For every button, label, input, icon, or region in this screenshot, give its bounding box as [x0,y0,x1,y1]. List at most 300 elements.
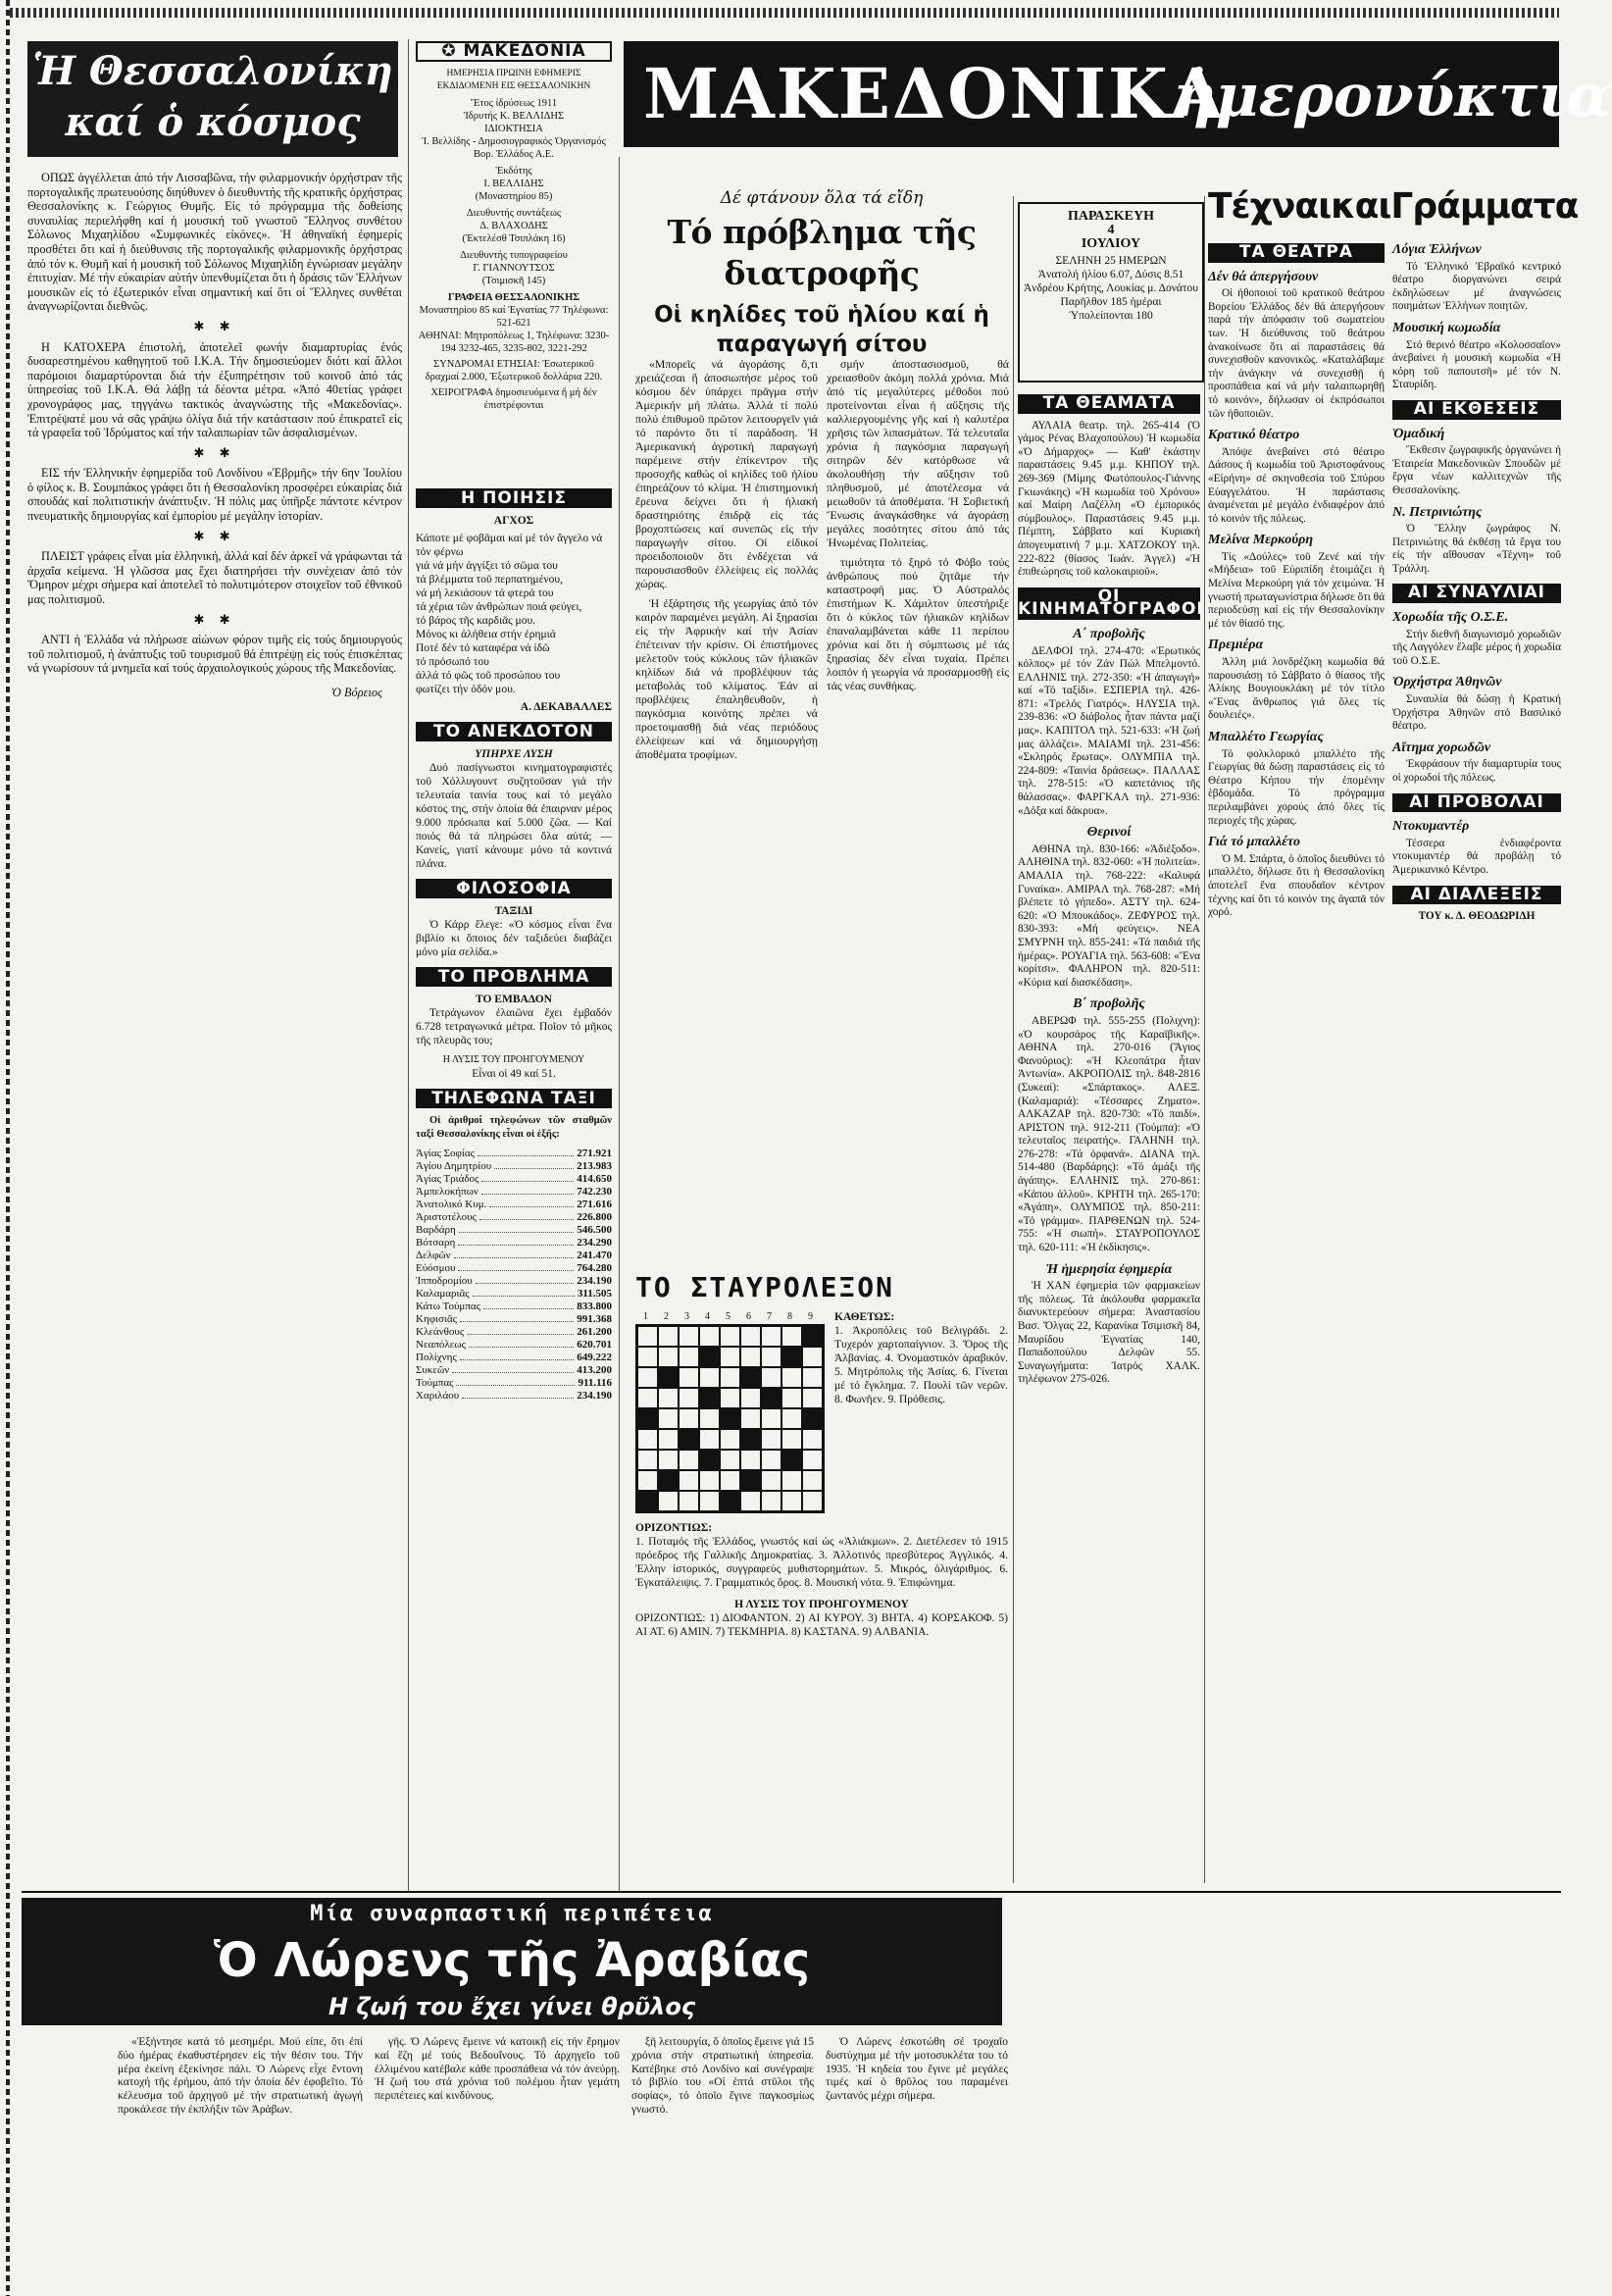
crossword-cell[interactable] [802,1367,823,1388]
dot-leader [481,1186,574,1195]
crossword-solution: ΟΡΙΖΟΝΤΙΩΣ: 1) ΔΙΟΦΑΝΤΟΝ. 2) ΑΙ ΚΥΡΟΥ. 3) ΒΗΤΑ. 4) ΚΟΡΣΑΚΟΦ. 5) ΑΙ ΑΤ. 6) ΑΜΙΝ. 7) ΤΕΚΜΗΡΙΑ. 8) ΚΑΣΤΑΝΑ. 9) ΑΛΒΑΝΙΑ. [635,1612,1008,1638]
poem-verse: ἀλλά τό φῶς τοῦ προσώπου του [416,670,561,682]
taxi-phone: 546.500 [577,1224,612,1236]
arts-projections-section: ΑΙ ΠΡΟΒΟΛΑΙ [1392,793,1561,813]
cinemas-first-text: ΔΕΛΦΟΙ τηλ. 274-470: «Ἐρωτικός κόλπος» μέ τόν Ζάν Πώλ Μπελμοντό. ΕΛΛΗΝΙΣ τηλ. 272-350: «Ἡ ἀπαγωγή» καί «Τό ταξίδι». ΕΣΠΕΡΙΑ τηλ. 426-871: «Τρελός Γιατρός». ΗΛΥΣΙΑ τηλ. 239-836: «Ὁ διάβολος ἦταν πάντα μαζί μας». ΚΑΠΙΤΟΛ τηλ. 521-633: «Ἡ ζωή μας ἀλλάζει». ΜΑΙΑΜΙ τηλ. 231-456: «Σκληρός ἔρωτας». ΟΛΥΜΠΙΑ τηλ. 224-809: «Ταινία δράσεως». ΠΑΛΛΑΣ τηλ. 278-515: «Ὁ καπετάνιος τῆς θάλασσας». ΦΑΡΓΚΑΛ τηλ. 271-936: «Δόξα καί δάκρυα». [1018,644,1200,817]
taxi-station: Συκεῶν [416,1364,450,1376]
arts-lectures-section: ΑΙ ΔΙΑΛΕΞΕΙΣ [1392,886,1561,905]
taxi-phone: 311.505 [577,1288,612,1300]
crossword-cell[interactable] [761,1470,781,1491]
crossword-cell[interactable] [720,1470,740,1491]
imprint-print: Γ. ΓΙΑΝΝΟΥΤΣΟΣ [473,263,555,274]
crossword-cell[interactable] [637,1429,658,1450]
taxi-row [416,1173,612,1186]
crossword-cell[interactable] [740,1491,761,1511]
imprint-publisher-label: Ἐκδότης [495,166,532,177]
dot-leader [452,1364,574,1373]
date-sun: Ἀνατολή ἡλίου 6.07, Δύσις 8.51 [1037,269,1184,281]
dot-leader [469,1339,574,1348]
arts-subhead: Κρατικό θέατρο [1208,428,1300,443]
imprint-print-addr: (Τσιμισκῆ 145) [481,276,546,286]
taxi-row [416,1211,612,1224]
cinemas-summer: Θερινοί [1086,825,1132,841]
dot-leader [454,1250,575,1258]
dot-leader [467,1326,574,1335]
taxi-section-header: ΤΗΛΕΦΩΝΑ ΤΑΞΙ [416,1089,612,1108]
arts-subhead: Αἴτημα χορωδῶν [1392,740,1491,755]
poem-verses [416,532,612,714]
taxi-phone: 234.290 [577,1237,612,1249]
lawrence-subtitle: Η ζωή του ἔχει γίνει θρῦλος [327,1993,696,2020]
crossword-across-clues: 1. Ποταμός τῆς Ἑλλάδος, γνωστός καί ὡς «Ἀλιάκμων». 2. Διετέλεσεν τό 1915 πρόεδρος τῆς Γαλλικῆς Δημοκρατίας. 3. Ἀλλοτινός πρεσβύτερος Ἀγγλικός. 4. Ἐλλην ἱστορικός, συγγραφεύς μυθιστορημάτων. 5. Μικρός, ὀλιγάριθμος. 6. Ἐγκατάλειψις. 7. Γραμματικός ὅρος. 8. Μουσική νότα. 9. Ἐπιφώνημα. [635,1536,1008,1589]
imprint-office: Μοναστηρίου 85 καί Ἐγνατίας 77 Τηλέφωνα: 521-621 [419,305,609,329]
crossword-cell[interactable] [637,1470,658,1491]
taxi-station: Ἀνατολικό Κυμ. [416,1199,487,1210]
lawrence-column-3 [631,2036,814,2286]
crossword-cell[interactable] [720,1326,740,1347]
taxi-row [416,1262,612,1275]
imprint-editor-addr: (Ἐκτελέσθ Τσιπλάκη 16) [462,233,566,244]
crossword-cell[interactable] [699,1491,720,1511]
crossword-cell[interactable] [802,1450,823,1470]
poem-verse: φωτίζει τήν ὁδόν μου. [416,684,516,695]
poem-verse: τά βλέμματα τοῦ περπατημένου, [416,574,563,586]
dot-leader [459,1224,574,1233]
separator-stars: ✱ ✱ [193,444,236,460]
problem-answer: Εἶναι οἱ 49 καί 51. [472,1068,556,1080]
crossword-box [635,1271,1008,1879]
crossword-cell [679,1429,699,1450]
crossword-cell[interactable] [679,1367,699,1388]
crossword-cell[interactable] [740,1347,761,1367]
crossword-cell[interactable] [679,1388,699,1408]
taxi-station: Πολίχνης [416,1352,457,1363]
taxi-station: Κάτω Τούμπας [416,1301,480,1312]
dot-leader [473,1288,575,1297]
crossword-cell[interactable] [699,1470,720,1491]
lawrence-column-4 [826,2036,1008,2286]
corner-title-line-1: Ἡ Θεσσαλονίκη [32,48,393,94]
crossword-cell[interactable] [740,1408,761,1429]
crossword-column-numbers [635,1310,825,1324]
thessaloniki-column [27,171,402,1902]
taxi-station: Κηφισιᾶς [416,1313,458,1325]
main-article-head [635,188,1008,357]
problem-answer-label: Η ΛΥΣΙΣ ΤΟΥ ΠΡΟΗΓΟΥΜΕΝΟΥ [442,1054,585,1065]
problem-section-header: ΤΟ ΠΡΟΒΛΗΜΑ [416,967,612,987]
taxi-station: Ἀγίας Σοφίας [416,1148,475,1159]
crossword-cell[interactable] [802,1347,823,1367]
taxi-row [416,1377,612,1390]
lawrence-text: ξῆ λειτουργία, ὅ ὁποῖος ἔμεινε γιά 15 χρόνια στήν στρατιωτική ὑπηρεσία. Κατέβηκε στό Λονδίνο καί συνέγραψε τό βιβλίο του «Οἱ ἑπτά στῦλοι τῆς σοφίας», τό ὁποῖο ἔγινε παγκοσμίως γνωστό. [631,2036,814,2116]
crossword-cell[interactable] [679,1408,699,1429]
crossword-cell [720,1408,740,1429]
dot-leader [476,1275,574,1284]
poem-verse: νά μή λεκιάσουν τά φτερά του [416,587,554,599]
taxi-row [416,1160,612,1173]
dot-leader [494,1160,574,1169]
masthead-title-2: ἡμερονύκτια [1173,62,1612,130]
arts-text: Ἐκφράσουν τήν διαμαρτυρία τους οἱ χορωδοί τῆς πόλεως. [1392,758,1561,784]
crossword-column-number: 2 [664,1311,669,1322]
crossword-column-number: 4 [705,1311,710,1322]
crossword-cell[interactable] [658,1347,679,1367]
arts-column-2 [1392,235,1561,1883]
lawrence-text: Ὁ Λώρενς ἐσκοτώθη σέ τροχαῖο δυστύχημα μέ τήν μοτοσυκλέτα του τό 1935. Ἡ κηδεία του ἔγινε μέ μεγάλες τιμές καί ὁ θρῦλος του παραμένει ζωντανός μέχρι σήμερα. [826,2036,1008,2103]
crossword-down-clues: 1. Ἀκροπόλεις τοῦ Βελιγράδι. 2. Τυχερόν χαρτοπαίγνιον. 3. Ὅρος τῆς Ἀλβανίας. 4. Ὀνομαστικόν ἀραβικόν. 5. Μητρόπολις τῆς Ἀσίας. 6. Γίνεται μέ τό ἔγκλημα. 7. Πουλί τῶν νερῶν. 8. Φωνῆεν. 9. Πρόθεσις. [834,1325,1008,1405]
arts-subhead: Δέν θά ἀπεργήσουν [1208,269,1319,284]
taxi-phone: 234.190 [577,1390,612,1402]
dot-leader [479,1211,574,1220]
dot-leader [462,1390,574,1399]
arts-concerts-section: ΑΙ ΣΥΝΑΥΛΙΑΙ [1392,584,1561,603]
dot-leader [481,1173,574,1182]
crossword-cell [740,1429,761,1450]
arts-subhead: Λόγια Ἑλλήνων [1392,242,1482,257]
crossword-cell[interactable] [720,1347,740,1367]
crossword-cell[interactable] [679,1347,699,1367]
cinemas-second-text: ΑΒΕΡΩΦ τηλ. 555-255 (Πολιχνη): «Ὁ κουρσάρος τῆς Καραϊβικῆς». ΑΘΗΝΑ τηλ. 270-016 (Ἅγιος Φανούριος): «Ἡ Κλεοπάτρα ἦταν Ἀντωνία». ΑΚΡΟΠΟΛΙΣ τηλ. 848-2816 (Συκεαί): «Σπάρτακος». ΑΛΕΞ. (Καλαμαριά): «Τέσσαρες Ζηματο». ΑΛΚΑΖΑΡ τηλ. 820-730: «Τό παιδί». ΑΡΙΣΤΟΝ τηλ. 912-211 (Τούμπα): «Ὁ τελευταῖος πειρατής». ΓΑΛΗΝΗ τηλ. 276-278: «Τά ὀρφανά». ΔΙΑΝΑ τηλ. 514-480 (Βαρδάρης): «Τό ἀμάξι τῆς ἀγάπης». ΕΛΛΗΝΙΣ τηλ. 270-861: «Κάπου ἀλλοῦ». ΚΡΗΤΗ τηλ. 265-170: «Ἀγάπη». ΟΛΥΜΠΟΣ τηλ. 850-211: «Τό γράμμα». ΠΑΡΘΕΝΩΝ τηλ. 524-755: «Ἡ σιωπή». ΣΤΑΥΡΟΠΟΥΛΟΣ τηλ. 620-111: «Ἡ ἐκδίκησις». [1018,1014,1200,1254]
article-column-2 [827,357,1009,1259]
taxi-phone: 620.701 [577,1339,612,1351]
date-moon: ΣΕΛΗΝΗ 25 ΗΜΕΡΩΝ [1055,255,1167,267]
pharmacies-header: Ἡ ἡμερησία ἐφημερία [1045,1261,1173,1277]
taxi-phone: 213.983 [577,1160,612,1172]
crossword-cell[interactable] [761,1491,781,1511]
lawrence-title: Ὁ Λώρενς τῆς Ἀραβίας [213,1933,811,1988]
arts-text: Τό Ἑλληνικό Ἑβραϊκό κεντρικό θέατρο διοργανώνει σειρά ἐκδηλώσεων μέ ἀναγνώσεις ποιημάτων Ἑλλήνων ποιητῶν. [1392,260,1561,313]
crossword-cell [781,1347,802,1367]
arts-subhead: Ὁμαδική [1392,426,1445,441]
lawrence-column-1 [118,2036,363,2286]
crossword-cell[interactable] [679,1470,699,1491]
logo [416,41,612,62]
crossword-cell[interactable] [637,1388,658,1408]
arts-subhead: Μπαλλέτο Γεωργίας [1208,730,1324,744]
cinemas-first-run: Α΄ προβολῆς [1073,626,1145,641]
arts-text: Τίς «Δούλες» τοῦ Ζενέ καί τήν «Μήδεια» τοῦ Εὐριπίδη ἑτοιμάζει ἡ Μελίνα Μερκούρη γιά τόν χειμώνα. Ἡ γνωστή πρωταγωνίστρια δήλωσε ὅτι θά περιοδεύσῃ καί εἰς τήν Θεσσαλονίκην μέ τόν θίασό της. [1208,550,1385,630]
taxi-station: Δελφῶν [416,1250,451,1261]
crossword-cell[interactable] [720,1367,740,1388]
cinemas-section-header: ΟΙ ΚΙΝΗΜΑΤΟΓΡΑΦΟΙ [1018,586,1204,620]
masthead-box [624,41,1612,147]
crossword-column-number: 8 [787,1311,792,1322]
column-rule [619,157,620,1893]
middle-left-column [416,481,612,1834]
arts-text: Ὁ Μ. Σπάρτα, ὁ ὁποῖος διευθύνει τό μπαλλέτο, δήλωσε ὅτι ἡ Θεσσαλονίκη ἀποτελεῖ ἕνα σπουδαῖον κέντρον τέχνης καί ὅτι τό κοινόν της ἀγαπᾶ τόν χορό. [1208,852,1385,919]
arts-subhead: Ὀρχήστρα Ἀθηνῶν [1392,675,1502,690]
crossword-cell[interactable] [761,1450,781,1470]
taxi-phone: 414.650 [577,1173,612,1185]
taxi-phone: 649.222 [577,1352,612,1363]
column-rule [408,39,409,1893]
taxi-row [416,1301,612,1313]
taxi-phone: 261.200 [577,1326,612,1338]
crossword-title: ΤΟ ΣΤΑΥΡΟΛΕΞΟΝ [635,1271,895,1303]
arts-subhead: Πρεμιέρα [1208,638,1264,653]
taxi-phone: 833.800 [577,1301,612,1312]
taxi-station: Τούμπας [416,1377,454,1389]
poem-verse: τό πρόσωπό του [416,656,489,668]
crossword-cell [781,1450,802,1470]
imprint-athens: ΑΘΗΝΑΙ: Μητροπόλεως 1, Τηλέφωνα: 3230-194 3232-465, 3235-802, 3221-292 [418,331,610,354]
crossword-cell[interactable] [802,1429,823,1450]
dot-leader [460,1313,574,1322]
taxi-row [416,1390,612,1403]
column-rule [1013,196,1014,1883]
cinemas-second-run: Β΄ προβολῆς [1073,996,1145,1012]
imprint-publisher-addr: (Μοναστηρίου 85) [475,191,553,202]
crossword-cell[interactable] [761,1347,781,1367]
arts-subhead: Γιά τό μπαλλέτο [1208,835,1300,850]
corner-title-box [27,41,398,157]
crossword-cell[interactable] [781,1429,802,1450]
crossword-cell[interactable] [637,1367,658,1388]
crossword-column-number: 3 [684,1311,689,1322]
crossword-cell[interactable] [781,1408,802,1429]
crossword-cell[interactable] [781,1470,802,1491]
taxi-table [416,1148,612,1403]
crossword-cell[interactable] [699,1326,720,1347]
imprint-manuscripts: ΧΕΙΡΟΓΡΑΦΑ δημοσιευόμενα ἤ μή δέν ἐπιστρέφονται [430,387,597,411]
poem-verse: Μόνος κι ἀλήθεια στήν ἐρημιά [416,629,556,640]
logo-text: ΜΑΚΕΔΟΝΙΑ [463,41,586,61]
theaters-section-header: ΤΑ ΘΕΑΜΑΤΑ [1018,394,1200,414]
crossword-cell [740,1470,761,1491]
crossword-cell[interactable] [781,1367,802,1388]
crossword-cell[interactable] [740,1388,761,1408]
crossword-down-label: ΚΑΘΕΤΩΣ: [834,1311,895,1323]
poem-verse: τό βάρος τῆς καρδιᾶς μου. [416,615,536,627]
philosophy-title: ΤΑΞΙΔΙ [494,905,533,917]
pharmacies-text: Ἡ ΧΑΝ ἐφημερία τῶν φαρμακείων τῆς πόλεως. Τά ἀκόλουθα φαρμακεῖα διανυκτερεύουν σήμερα: Ἀναστασίου Βασ. Ὄλγας 22, Καρανίκα Τσιμισκῆ 84, Μαυρίδου Ἐγνατίας 140, Παπαδοπούλου Δελφῶν 55. Συναγωγήματα: Ἰατρός ΧΑΛΚ. τηλέφωνον 275-026. [1018,1280,1200,1386]
crossword-cell[interactable] [699,1408,720,1429]
crossword-column-number: 1 [643,1311,648,1322]
crossword-cell[interactable] [802,1388,823,1408]
taxi-row [416,1148,612,1160]
crossword-cell[interactable] [761,1429,781,1450]
taxi-phone: 241.470 [577,1250,612,1261]
crossword-cell[interactable] [781,1326,802,1347]
crossword-cell [658,1367,679,1388]
article-headline: Τό πρόβλημα τῆς διατροφῆς [667,213,977,292]
masthead-title-1: ΜΑΚΕΔΟΝΙΚΑ [643,53,1226,134]
dot-leader [483,1301,574,1309]
crossword-cell[interactable] [658,1388,679,1408]
crossword-cell[interactable] [699,1367,720,1388]
crossword-cell [658,1470,679,1491]
crossword-across-label: ΟΡΙΖΟΝΤΙΩΣ: [635,1522,713,1534]
poem-verse: Κάποτε μέ φοβᾶμαι καί μέ τόν ἄγγελο νά τόν φέρνω [416,533,603,558]
crossword-cell[interactable] [720,1450,740,1470]
crossword-cell[interactable] [637,1326,658,1347]
anecdote-title: ΥΠΗΡΧΕ ΛΥΣΗ [475,748,553,760]
crossword-column-number: 5 [726,1311,730,1322]
philosophy-text: Ὁ Κάρρ ἔλεγε: «Ὁ κόσμος εἶναι ἕνα βιβλίο κι ὅποιος δέν ταξιδεύει διαβάζει μόνο μία σελίδα.» [416,919,612,958]
crossword-cell [761,1388,781,1408]
arts-subhead: Μελίνα Μερκούρη [1208,533,1314,548]
taxi-station: Ἀμπελοκήπων [416,1186,479,1198]
article-subhead: Οἱ κηλίδες τοῦ ἡλίου καί ἡ παραγωγή σίτου [654,302,989,357]
arts-theatre-section: ΤΑ ΘΕΑΤΡΑ [1208,243,1385,263]
crossword-solution-label: Η ΛΥΣΙΣ ΤΟΥ ΠΡΟΗΓΟΥΜΕΝΟΥ [734,1599,909,1610]
separator-stars: ✱ ✱ [193,528,236,543]
arts-text: Ὁ Ἕλλην ζωγράφος Ν. Πετρινιώτης θά ἐκθέσῃ τά ἔργα του εἰς τήν αἴθουσαν «Τέχνη» τοῦ Τράλλη. [1392,523,1561,575]
arts-exhibitions-section: ΑΙ ΕΚΘΕΣΕΙΣ [1392,400,1561,420]
taxi-station: Καλαμαριᾶς [416,1288,470,1300]
article-kicker: Δέ φτάνουν ὅλα τά εἴδη [720,188,924,208]
arts-subhead: Χορωδία τῆς Ο.Σ.Ε. [1392,610,1509,626]
poem-verse: Ποτέ δέν τό καταφέρα νά ἰδῶ [416,642,550,654]
taxi-station: Ἁγίας Τριάδος [416,1173,479,1185]
crossword-cell [699,1450,720,1470]
column-rule [22,1891,1561,1893]
separator-stars: ✱ ✱ [193,318,236,333]
top-rule [10,8,1559,18]
crossword-cell[interactable] [781,1491,802,1511]
taxi-phone: 413.200 [577,1364,612,1376]
crossword-cell[interactable] [802,1491,823,1511]
lawrence-column-2 [375,2036,620,2286]
crossword-cell[interactable] [679,1450,699,1470]
arts-text: Τό φολκλορικό μπαλλέτο τῆς Γεωργίας θά δώσῃ παραστάσεις εἰς τό Θέατρο Κήπου τήν ἑπομένην ἑβδομάδα. Τό πρόγραμμα περιλαμβάνει χορούς ἀπό ὅλες τίς περιοχές τῆς χώρας. [1208,747,1385,827]
anecdote-section-header: ΤΟ ΑΝΕΚΔΟΤΟΝ [416,722,612,741]
arts-text: Συναυλία θά δώσῃ ἡ Κρατική Ὀρχήστρα Ἀθηνῶν στό Βασιλικό θέατρο. [1392,693,1561,733]
article-text: σμήν ἀποστασιοσμοῦ, θά χρειασθοῦν ἀκόμη πολλά χρόνια. Μιά ἀπό τίς μεγαλύτερες μέθοδοι πού προτείνονται εἶναι ἡ αὔξησις τῆς καλλιεργουμένης γῆς καί ἡ καλυτέρα χρῆσις τῶν λιπασμάτων. Τά τελευταῖα χρόνια ἡ παγκόσμια παραγωγή σιτηρῶν δέν κατόρθωσε νά ἀκολουθήσῃ τήν αὔξησιν τοῦ πληθυσμοῦ, μέ ἀποτέλεσμα νά μειωθοῦν τά ἀποθέματα. Ἡ Σοβιετική Ἕνωσις ἀναγκάσθηκε νά ἀγοράσῃ μεγάλες ποσότητες σίτου ἀπό τάς Ἡνωμένας Πολιτείας. [827,357,1009,549]
taxi-phone: 271.616 [577,1199,612,1210]
taxi-row [416,1364,612,1377]
arts-subhead: Ντοκυμαντέρ [1392,819,1470,835]
lawrence-text: «Ἐξήντησε κατά τό μεσημέρι. Μού είπε, ὅτι ἐπί δύο ἡμέρας ἐκαθυστέρησεν εἰς τήν θέσιν του. Τήν μέρα ἐκείνη ἐξεκίνησε πάλι. Ὁ Λώρενς εἶχε ἔντονη κατοχή τῆς ἐρήμου, ἀπό τήν ὁποία δέν ἐφοβεῖτο. Τό κέλευσμα τοῦ ἀρχηγοῦ μέ τήν στρατιωτική ἀγωγή προκάλεσε τήν ἐκπλήξιν τῶν Ἀράβων. [118,2036,363,2116]
dot-leader [478,1148,574,1156]
taxi-row [416,1199,612,1211]
crossword-cell[interactable] [679,1491,699,1511]
crossword-cell[interactable] [761,1367,781,1388]
taxi-phone: 234.190 [577,1275,612,1287]
crossword-cell [802,1326,823,1347]
page-border [6,0,10,2296]
imprint-editor: Δ. ΒΛΑΧΟΔΗΣ [479,221,548,231]
arts-text: Ἀπόψε ἀνεβαίνει στό θέατρο Δάσους ἡ κωμωδία τοῦ Ἀριστοφάνους «Εἰρήνη» σέ σκηνοθεσία τοῦ Σπύρου Εὐαγγελάτου. Ἡ παράστασις ἀναμένεται μέ μεγάλο ἐνδιαφέρον ἀπό τό κοινόν τῆς πόλεως. [1208,445,1385,525]
arts-lecture-by: ΤΟΥ κ. Δ. ΘΕΟΔΩΡΙΔΗ [1418,910,1536,923]
crossword-cell[interactable] [720,1388,740,1408]
article-text: «Μπορεῖς νά ἀγοράσης ὅ,τι χρειάζεσαι ἤ ἀποσιωπήσε μέρος τοῦ κόσμου δέν ὑπάρχει πρᾶγμα στήν Ἀμερικήν μή πλάτω. Ἀλλά τί πολύ πολύ ἐπιθυμοῦ πρῶτον λειτουργεῖν γιά τό παρόντο ὅτι τί παράδοση. Ἡ Ἀμερικανική ἀγροτική παραγωγή παρέμεινε στήν ἐπίκεντρον τῆς προσοχῆς καθώς οἱ κηλίδες τοῦ ἡλίου ἐπηρεάζουν τό κλίμα. Ἡ ἐπιστημονική ἔρευνα δείχνει ὅτι ἡ ἡλιακή δραστηριότης ἐπιδρᾷ εἰς τάς βροχοπτώσεις καί συνεπῶς εἰς τήν παραγωγήν σίτου. Οἱ εἰδικοί προειδοποιοῦν ὅτι ἐνδέχεται νά παρουσιασθοῦν ἐλλείψεις εἰς πολλάς χώρας. [635,357,818,590]
crossword-cell[interactable] [740,1326,761,1347]
arts-text: Τέσσερα ἐνδιαφέροντα ντοκυμαντέρ θά προβάλῃ τό Ἀμερικανικό Κέντρο. [1392,837,1561,876]
imprint-office-label: ΓΡΑΦΕΙΑ ΘΕΣΣΑΛΟΝΙΚΗΣ [447,292,580,303]
crossword-cell[interactable] [761,1408,781,1429]
separator-stars: ✱ ✱ [193,611,236,627]
arts-header [1208,184,1579,231]
article-paragraph: ΠΛΕΙΣΤ γράφεις εἶναι μία ἑλληνική, ἀλλά καί δέν ἀρκεῖ νά γράφωνται τά ἀρχαῖα κείμενα. Ἡ γλῶσσα μας ἔχει διατηρήσει τήν συνέχειαν ἀπό τόν Ὅμηρον μέχρι σήμερα καί ἀποτελεῖ τό πολυτιμότερον στοιχεῖον τοῦ ἐθνικοῦ μας πολιτισμοῦ. [27,549,402,607]
cinemas-summer-text: ΑΘΗΝΑ τηλ. 830-166: «Ἀδιέξοδο». ΑΛΗΘΙΝΑ τηλ. 832-060: «Ἡ πολιτεία». ΑΜΑΛΙΑ τηλ. 768-222: «Καλυφά Γυναίκα». ΑΜΙΡΑΛ τηλ. 768-287: «Μή βλέπετε τό γήπεδο». ΑΣΤΥ τηλ. 624-620: «Ὁ Μπουκάδος». ΖΕΦΥΡΟΣ τηλ. 830-393: «Μή φεύγεις». ΝΕΑ ΣΜΥΡΝΗ τηλ. 855-241: «Τά παιδιά τῆς ἡμέρας». ΡΟΥΑΓΙΑ τηλ. 563-608: «Ἕνα κορίτσι». ΦΑΛΗΡΟΝ τηλ. 820-511: «Κύρια καί διασκέδαση». [1018,842,1200,989]
anecdote-text: Δυό πασίγνωστοι κινηματογραφιστές τοῦ Χόλλυγουντ συζητοῦσαν γιά τήν τελευταία ταινία τους καί τό μεγάλο κόστος της, στήν ὁποία θά ἐπαιρναν μέρος 9.000 πρόσωπα καί 5.000 ζῶα. — Καί ποιός θά τά πληρώσει ὅλα αὐτά; — Κανείς, γιατί κάνουμε μόνο τά κοντινά πλάνα. [416,762,612,870]
dot-leader [456,1377,575,1386]
imprint-publisher: Ι. ΒΕΛΛΙΔΗΣ [483,179,544,189]
crossword-cell[interactable] [720,1429,740,1450]
imprint-editor-label: Διευθυντής συντάξεως [466,208,562,219]
arts-subhead: Μουσική κωμωδία [1392,320,1501,335]
taxi-station: Κλεάνθους [416,1326,465,1338]
dot-leader [458,1262,574,1271]
dot-leader [458,1237,574,1246]
imprint-print-label: Διευθυντής τυπογραφείου [460,250,568,261]
taxi-row [416,1237,612,1250]
taxi-row [416,1250,612,1262]
crossword-cell[interactable] [658,1450,679,1470]
crossword-cell [699,1388,720,1408]
crossword-column-number: 6 [746,1311,751,1322]
logo-emblem-icon: ✪ [441,41,457,61]
crossword-cell[interactable] [740,1450,761,1470]
problem-title: ΤΟ ΕΜΒΑΔΟΝ [476,994,552,1005]
imprint-owner-label: ΙΔΙΟΚΤΗΣΙΑ [484,124,543,134]
crossword-cell[interactable] [699,1429,720,1450]
arts-text: Οἱ ἠθοποιοί τοῦ κρατικοῦ θεάτρου Βορείου Ἑλλάδος δέν θά ἀπεργήσουν παρά τήν ἀπόφασιν τοῦ σωματείου των. Ἡ διεύθυνσις τοῦ θεάτρου ἀνακοίνωσε ὅτι αἱ παραστάσεις θά συνεχισθοῦν κανονικῶς. «Καταλάβαμε τήν ἀνάγκην νά συνεχισθῇ ἡ προσπάθεια καί νά μήν ταλαιπωρηθῇ τό κοινόν», δήλωσαν οἱ ἐκπρόσωποι τῶν ἠθοποιῶν. [1208,287,1385,420]
taxi-row [416,1275,612,1288]
crossword-cell[interactable] [781,1388,802,1408]
dot-leader [489,1199,574,1207]
corner-title-line-2: καί ὁ κόσμος [65,99,361,145]
theaters-text: ΑΥΛΑΙΑ θεατρ. τηλ. 265-414 (Ὁ γάμος Ρένας Βλαχοπούλου) Ἡ κωμωδία «Ὁ Δήμαρχος» — Καθ' ἑκάστην παραστάσεις 9.45 μ.μ. ΚΗΠΟΥ τηλ. 269-369 (Μίμης Φωτόπουλος-Γιάννης Γκιωνάκης) «Ἡ κωμωδία τοῦ Χρόνου» καί Μαίρη Λαζέλλη «Ὁ ἐμπορικός σύμβουλος». Παραστάσεις 9.45 μ.μ. Πέμπτη, Σάββατο καί Κυριακή ἀπογευματινή 7 μ.μ. ΧΑΤΖΟΚΟΥ τηλ. 222-822 (θίασος Ἰωάν. Ἀγγελ) «Ἡ ἐπιθεώρησις τοῦ καλοκαιριοῦ». [1018,419,1200,579]
poem-verse: Α. ΔΕΚΑΒΑΛΛΕΣ [520,701,612,713]
taxi-station: Βότσαρη [416,1237,456,1249]
crossword-cell [699,1347,720,1367]
column-signature: Ὁ Βόρειος [330,686,382,699]
date-box [1018,202,1204,383]
taxi-station: Ἀριστοτέλους [416,1211,477,1223]
arts-header-text: ΤέχναικαιΓράμματα [1208,186,1579,227]
crossword-cell[interactable] [658,1429,679,1450]
crossword-grid[interactable] [635,1324,825,1513]
taxi-station: Βαρδάρη [416,1224,456,1236]
taxi-phone: 271.921 [577,1148,612,1159]
taxi-row [416,1224,612,1237]
crossword-cell[interactable] [658,1326,679,1347]
crossword-cell[interactable] [658,1408,679,1429]
crossword-cell[interactable] [679,1326,699,1347]
taxi-row [416,1186,612,1199]
taxi-row [416,1288,612,1301]
crossword-cell[interactable] [637,1450,658,1470]
crossword-cell[interactable] [802,1470,823,1491]
arts-subhead: Ν. Πετρινιώτης [1392,504,1483,520]
taxi-phone: 911.116 [578,1377,612,1389]
imprint-founder: Ἱδρυτής Κ. ΒΕΛΛΙΔΗΣ [463,111,565,122]
column-rule [1204,196,1205,1883]
poem-title: ΑΓΧΟΣ [493,515,534,527]
crossword-cell[interactable] [761,1326,781,1347]
article-paragraph: ΕΙΣ τήν Ἑλληνικήν ἐφημερίδα τοῦ Λονδίνου «Ἑβρμῆς» τήν 6ην Ἰουλίου ὁ φίλος κ. Β. Σουμπάκος γράφει ὅτι ἡ Θεσσαλονίκη προσφέρει εὐκαιρίας διά σπουδάς καί πολιτιστικήν ἀνάπτυξιν. Ἡ πόλις μας ὑπῆρξε πάντοτε κέντρον πνευματικῆς δημιουργίας καί ἐμπορίου μέ μεγάλην ἱστορίαν. [27,466,402,524]
imprint-owner: Ἰ. Βελλίδης - Δημοσιογραφικός Ὀργανισμός Βορ. Ἑλλάδος Α.Ε. [422,136,606,160]
taxi-phone: 742.230 [577,1186,612,1198]
date-month: ΙΟΥΛΙΟΥ [1081,236,1141,251]
taxi-phone: 991.368 [577,1313,612,1325]
listings-column [1018,386,1204,1877]
crossword-cell[interactable] [637,1347,658,1367]
arts-text: Στήν διεθνῆ διαγωνισμό χορωδιῶν τῆς Λαγγόλεν ἔλαβε μέρος ἡ χορωδία τοῦ Ο.Σ.Ε. [1392,628,1561,667]
article-paragraph: ΑΝΤΙ ἡ Ἑλλάδα νά πλήρωσε αἰώνων φόρον τιμῆς εἰς τούς δημιουργούς τοῦ πολιτισμοῦ, ἡ ἀνάπτυξις τοῦ τουρισμοῦ θά ἐπιτρέψῃ εἰς τούς ἐπισκέπτας νά γνωρίσουν τά μνημεῖα καί τούς ἀρχαιολογικούς χώρους τῆς Μακεδονίας. [27,633,402,676]
arts-text: Ἀλλη μιά λονδρέζικη κωμωδία θά παρουσιάσῃ τό Σάββατο ὁ θίασος τῆς Ἀλίκης Βουγιουκλάκη μέ τόν τίτλο «Ἕνας ἄνθρωπος γιά ὅλες τίς δουλειές». [1208,656,1385,722]
article-paragraph: ΟΠΩΣ ἀγγέλλεται ἀπό τήν Λισσαβῶνα, τήν φιλαρμονικήν ὀρχήστραν τῆς πορτογαλικῆς πρωτευούσης διηύθυνεν ὁ διευθυντής τῆς κρατικῆς ὀρχήστρας Θεσσαλονίκης κ. Γεώργιος Θυμῆς. Εἰς τό πρόγραμμα τῆς δοθείσης συναυλίας περιελήφθη καί ἡ μουσική τοῦ γνωστοῦ Ἕλληνος συνθέτου Σόλωνος Μιχαηλίδου «Συμφωνικές εἰκόνες». Ἡ ἀθηναϊκή ἐφημερίς προσθέτει ὅτι καί ἡ διεύθυνσις τῆς πορτογαλικῆς φιλαρμονικῆς ὀρχήστρας ἀπό τόν κ. Θυμῆ καί ἡ μουσική τοῦ Σόλωνος Μιχαηλίδη ἐγνώρισαν μεγάλην ἐπιτυχίαν. Μέ τήν εὐκαιρίαν αὐτήν ὑπενθυμίζεται ὅτι ἡ δράσις τῶν Ἑλλήνων μουσικῶν εἰς τό ἐξωτερικόν εἶναι σημαντική καί ὅτι οἱ Ἕλληνες συνθέται ἀναγνωρίζονται διεθνῶς. [27,171,402,314]
taxi-intro: Οἱ ἀριθμοί τηλεφώνων τῶν σταθμῶν ταξί Θεσσαλονίκης εἶναι οἱ ἑξῆς: [416,1115,612,1140]
crossword-cell [637,1491,658,1511]
poem-verse: τά χέρια τῶν ἀνθρώπων ποιά φεύγει, [416,601,582,613]
taxi-row [416,1326,612,1339]
article-paragraph: Η ΚΑΤΟΧΕΡΑ ἐπιστολή, ἀποτελεῖ φωνήν διαμαρτυρίας ἑνός δυσαρεστημένου καθηγητοῦ τοῦ Ι.Κ.Α. Τήν δημοσιεύομεν διότι καί ἄλλοι παρόμοιοι διαμαρτύρονται διά τήν ἐξυπηρέτησιν τοῦ κοινοῦ ἀπό τάς ὑπηρεσίας τοῦ Ι.Κ.Α. Θά λάβῃ τά δέοντα μέτρα. «Ἀπό 40ετίας γράφει χρονογράφος μας, τηγγάνω τακτικός ἀναγνώστης τῆς «Μακεδονίας». Ἐπιτρέψατέ μου νά σᾶς γράψω ὀλίγα διά τήν κατάστασιν πού ἐπικρατεῖ εἰς τά γραφεῖα τοῦ Ἱδρύματος καί τήν ταλαιπωρίαν τῶν ἀσφαλισμένων. [27,339,402,440]
taxi-phone: 764.280 [577,1262,612,1274]
crossword-cell[interactable] [658,1491,679,1511]
